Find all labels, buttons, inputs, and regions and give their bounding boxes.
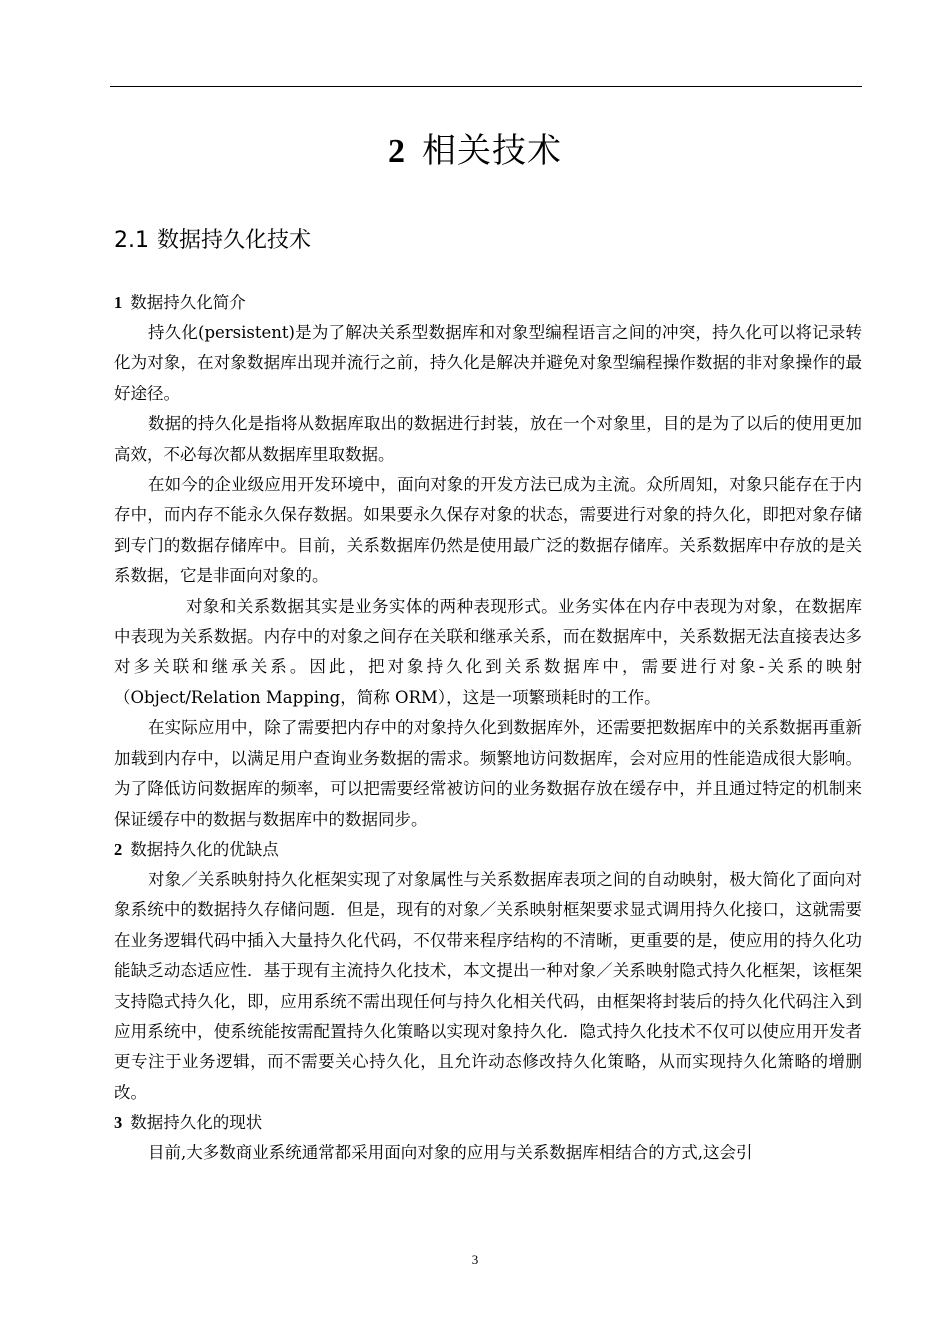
paragraph: 在实际应用中，除了需要把内存中的对象持久化到数据库外，还需要把数据库中的关系数据再重新加载到内存中，以满足用户查询业务数据的需求。频繁地访问数据库，会对应用的性能造成很大影响。为了降低访问数据库的频率，可以把需要经常被访问的业务数据存放在缓存中，并且通过特定的机制来保证缓存中的数据与数据库中的数据同步。 — [114, 718, 862, 829]
header-rule — [110, 86, 862, 87]
paragraph: 在如今的企业级应用开发环境中，面向对象的开发方法已成为主流。众所周知，对象只能存在于内存中，而内存不能永久保存数据。如果要永久保存对象的状态，需要进行对象的持久化，即把对象存储到专门的数据存储库中。目前，关系数据库仍然是使用最广泛的数据存储库。关系数据库中存放的是关系数据，它是非面向对象的。 — [114, 475, 862, 586]
page-number: 3 — [471, 1252, 479, 1267]
paragraph: 对象和关系数据其实是业务实体的两种表现形式。业务实体在内存中表现为对象，在数据库中表现为关系数据。内存中的对象之间存在关联和继承关系，而在数据库中，关系数据无法直接表达多对多关联和继承关系。因此，把对象持久化到关系数据库中，需要进行对象-关系的映射（Object/Relation Mapping，简称 ORM），这是一项繁琐耗时的工作。 — [114, 596, 862, 707]
subsection-title: 数据持久化的现状 — [130, 1113, 263, 1133]
subsection-heading-2: 2 数据持久化的优缺点 — [114, 839, 279, 859]
chapter-number: 2 — [388, 133, 406, 170]
paragraph: 目前,大多数商业系统通常都采用面向对象的应用与关系数据库相结合的方式,这会引 — [148, 1143, 753, 1163]
paragraph: 持久化(persistent)是为了解决关系型数据库和对象型编程语言之间的冲突，持久化可以将记录转化为对象，在对象数据库出现并流行之前，持久化是解决并避免对象型编程操作数据的非对象操作的最好途径。 — [114, 323, 862, 403]
section-number: 2.1 — [114, 228, 149, 253]
subsection-title: 数据持久化简介 — [130, 293, 246, 312]
paragraph: 数据的持久化是指将从数据库取出的数据进行封装，放在一个对象里，目的是为了以后的使用更加高效，不必每次都从数据库里取数据。 — [114, 414, 862, 464]
chapter-title-text: 相关技术 — [422, 131, 562, 171]
body-content — [114, 288, 862, 1169]
subsection-title: 数据持久化的优缺点 — [130, 839, 279, 859]
subsection-heading-3: 3 数据持久化的现状 — [114, 1113, 263, 1133]
paragraph: 对象／关系映射持久化框架实现了对象属性与关系数据库表项之间的自动映射，极大简化了面向对象系统中的数据持久存储问题．但是，现有的对象／关系映射框架要求显式调用持久化接口，这就需要在业务逻辑代码中插入大量持久化代码，不仅带来程序结构的不清晰，更重要的是，使应用的持久化功能缺乏动态适应性．基于现有主流持久化技术，本文提出一种对象／关系映射隐式持久化框架，该框架支持隐式持久化，即，应用系统不需出现任何与持久化相关代码，由框架将封装后的持久化代码注入到应用系统中，使系统能按需配置持久化策略以实现对象持久化．隐式持久化技术不仅可以使应用开发者更专注于业务逻辑，而不需要关心持久化，且允许动态修改持久化策略，从而实现持久化箫略的增删改。 — [114, 869, 862, 1102]
subsection-heading-1: 1 数据持久化简介 — [114, 293, 246, 312]
section-title: 数据持久化技术 — [157, 228, 312, 253]
section-heading — [114, 226, 311, 256]
chapter-title — [0, 128, 950, 175]
